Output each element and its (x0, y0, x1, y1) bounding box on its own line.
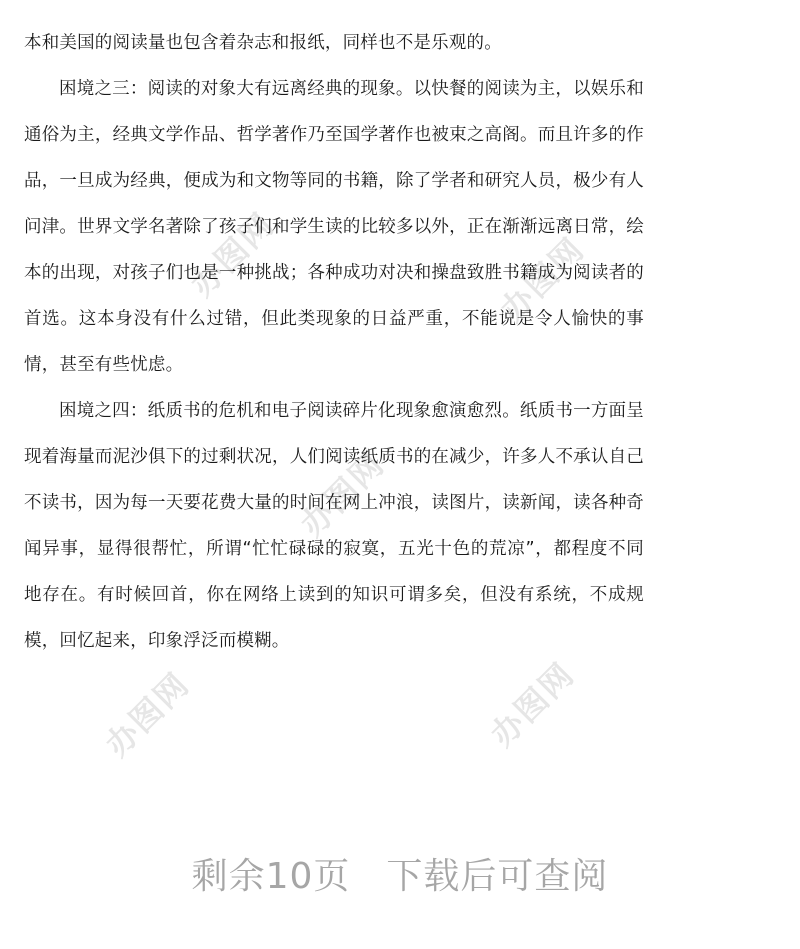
paragraph-continuation: 本和美国的阅读量也包含着杂志和报纸，同样也不是乐观的。 (24, 33, 502, 53)
watermark: 办图网 (182, 204, 282, 304)
paragraph-dilemma-four: 困境之四：纸质书的危机和电子阅读碎片化现象愈演愈烈。纸质书一方面呈现着海量而泥沙俱下的过剩状况，人们阅读纸质书的在减少，许多人不承认自己不读书，因为每一天要花费大量的时间在网上冲浪，读图片，读新闻，读各种奇闻异事，显得很帮忙，所谓“忙忙碌碌的寂寞，五光十色的荒凉”，都程度不同地存在。有时候回首，你在网络上读到的知识可谓多矣，但没有系统，不成规模，回忆起来，印象浮泛而模糊。 (24, 401, 644, 651)
watermark: 办图网 (492, 229, 592, 329)
paragraph-dilemma-three: 困境之三：阅读的对象大有远离经典的现象。以快餐的阅读为主，以娱乐和通俗为主，经典文学作品、哲学著作乃至国学著作也被束之高阁。而且许多的作品，一旦成为经典，便成为和文物等同的书籍，除了学者和研究人员，极少有人问津。世界文学名著除了孩子们和学生读的比较多以外，正在渐渐远离日常，绘本的出现，对孩子们也是一种挑战；各种成功对决和操盘致胜书籍成为阅读者的首选。这本身没有什么过错，但此类现象的日益严重，不能说是令人愉快的事情，甚至有些忧虑。 (24, 79, 644, 375)
remaining-pages-banner[interactable] (0, 848, 800, 899)
watermark: 办图网 (97, 664, 197, 764)
remaining-pages-label: 剩余10页 (191, 856, 351, 897)
download-to-view-label: 下载后可查阅 (386, 856, 609, 897)
watermark: 办图网 (482, 654, 582, 754)
watermark: 办图网 (292, 444, 392, 544)
document-body (24, 20, 644, 664)
